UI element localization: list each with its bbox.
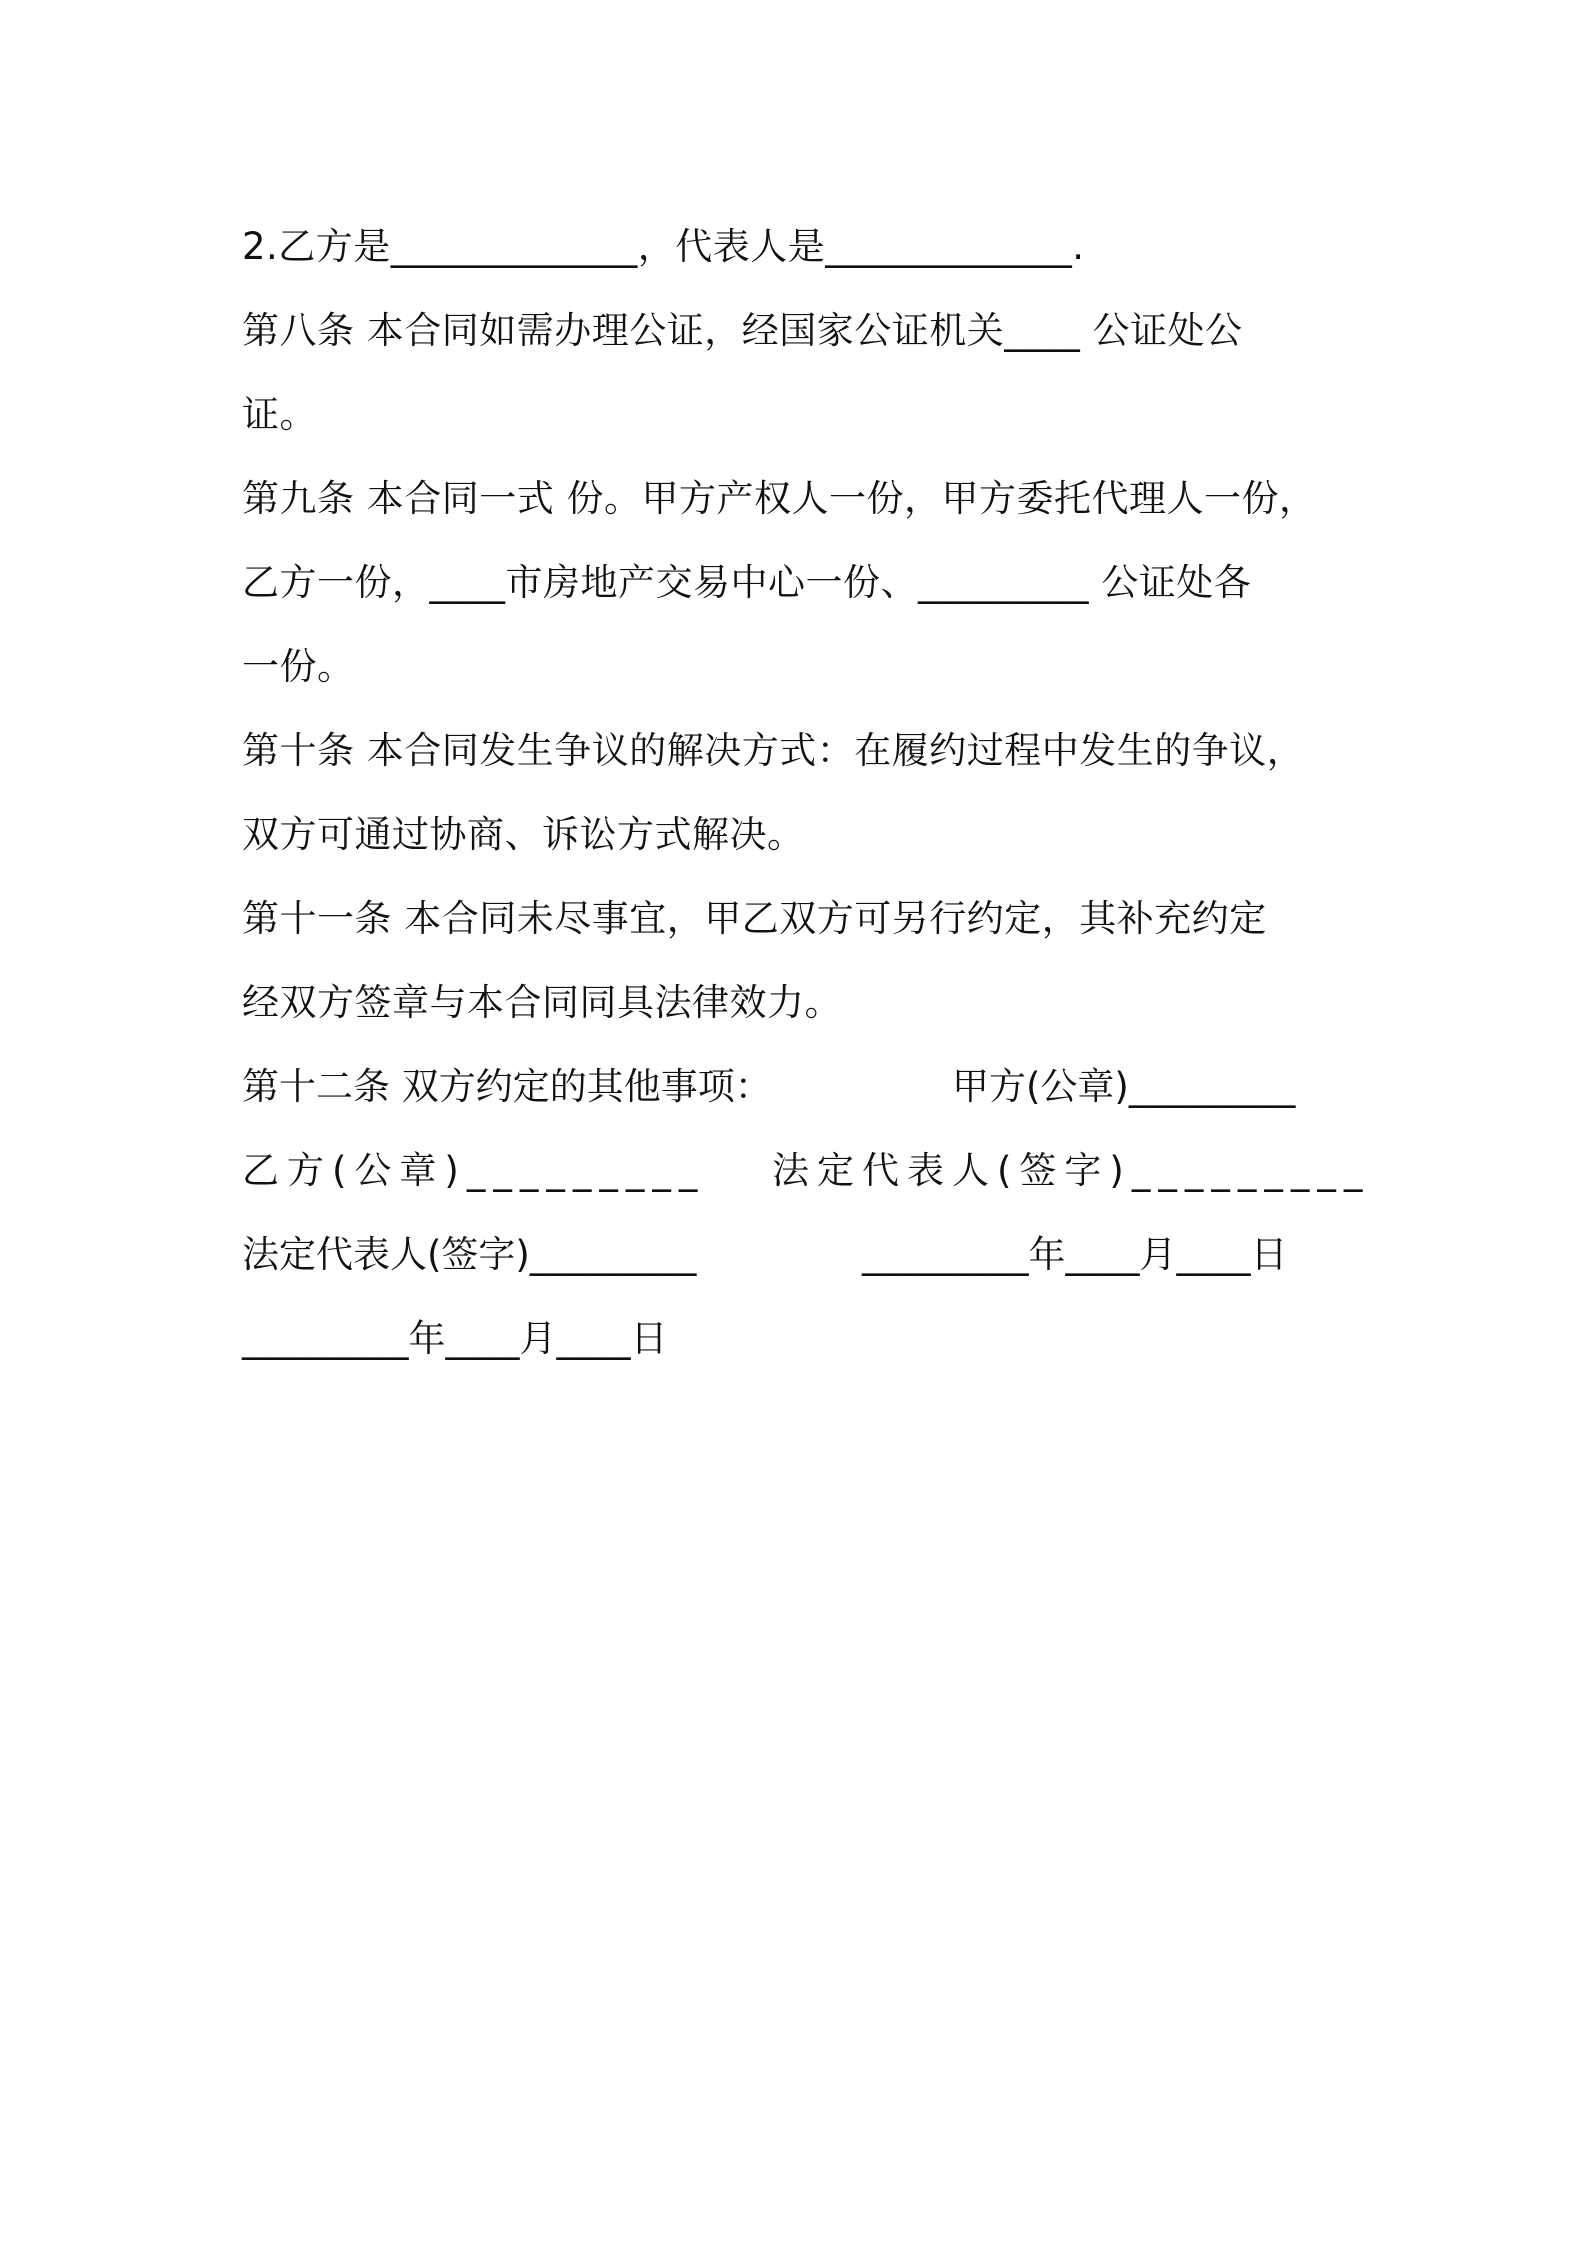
clause-8-line: 第八条 本合同如需办理公证，经国家公证机关____ 公证处公 xyxy=(242,309,1243,352)
clause-12-row xyxy=(242,1045,1362,1129)
party-b-date-field: _________年____月____日 xyxy=(242,1317,668,1360)
clause-9-end: 一份。 xyxy=(242,645,355,688)
signature-row-3 xyxy=(242,1297,1362,1381)
party-b-representative-field: 法定代表人(签字)_________ xyxy=(242,1233,697,1276)
clause-10-continuation: 双方可通过协商、诉讼方式解决。 xyxy=(242,813,805,856)
clause-10-line: 第十条 本合同发生争议的解决方式：在履约过程中发生的争议， xyxy=(242,729,1305,772)
party-a-seal-field: 甲方(公章)_________ xyxy=(952,1065,1296,1108)
clause-11-continuation: 经双方签章与本合同同具法律效力。 xyxy=(242,981,842,1024)
party-a-representative-field: 法定代表人(签字)_________ xyxy=(772,1149,1371,1192)
signature-row-1 xyxy=(242,1129,1371,1213)
clause-line: 2.乙方是_____________，代表人是_____________. xyxy=(242,225,1085,268)
party-b-seal-field: 乙方(公章)_________ xyxy=(242,1149,706,1192)
signature-row-2 xyxy=(242,1213,1362,1297)
clause-12-label: 第十二条 双方约定的其他事项： xyxy=(242,1065,772,1108)
clause-9-continuation: 乙方一份，____市房地产交易中心一份、_________ 公证处各 xyxy=(242,561,1252,604)
clause-8-continuation: 证。 xyxy=(242,393,317,436)
clause-11-line: 第十一条 本合同未尽事宜，甲乙双方可另行约定，其补充约定 xyxy=(242,897,1267,940)
party-a-date-field: _________年____月____日 xyxy=(862,1233,1288,1276)
document-body xyxy=(242,205,1371,1381)
clause-9-line: 第九条 本合同一式 份。甲方产权人一份，甲方委托代理人一份， xyxy=(242,477,1317,520)
